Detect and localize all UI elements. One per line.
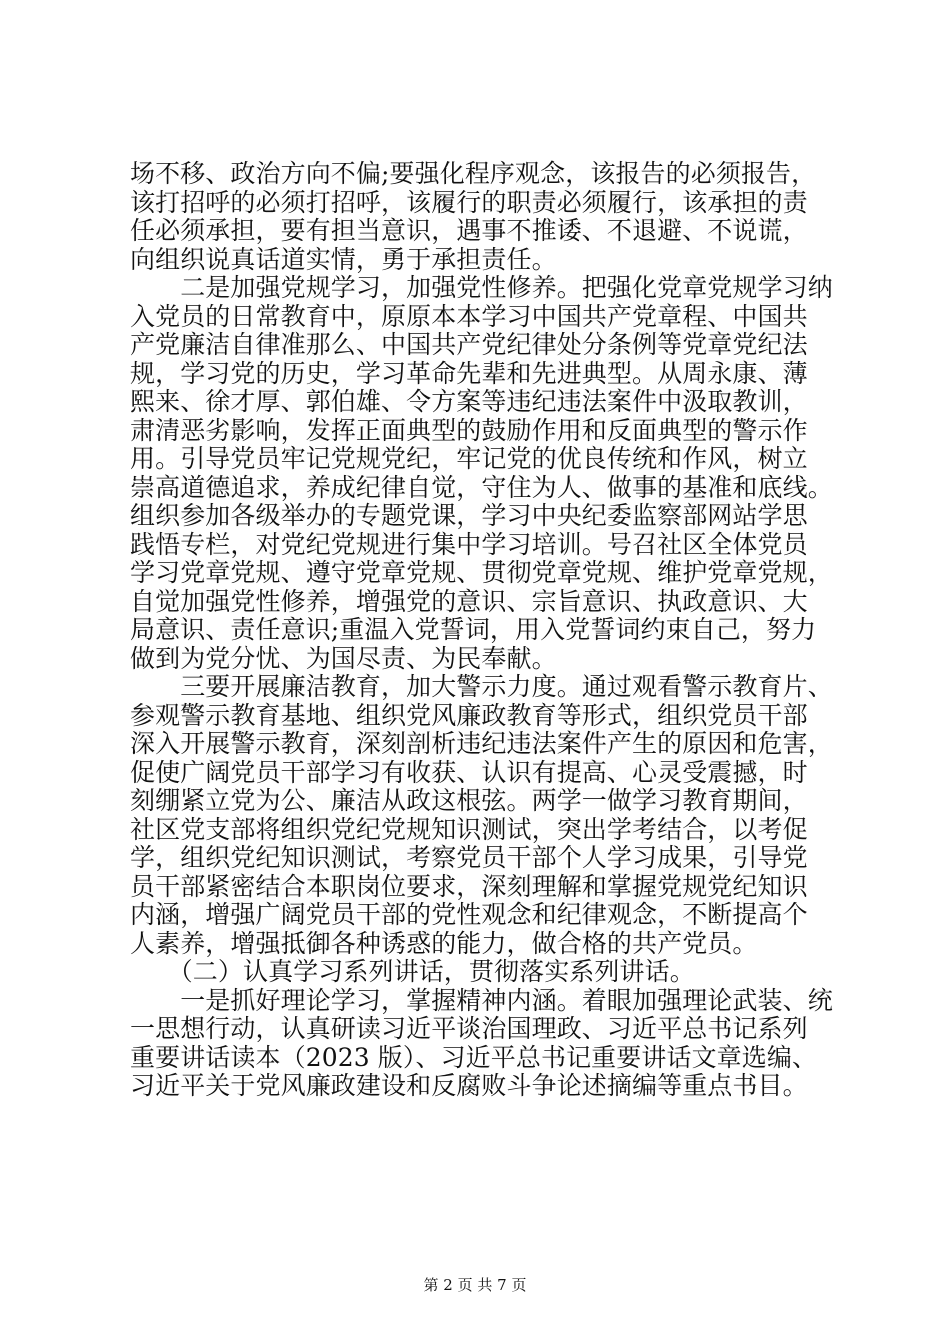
text-line: 场不移、政治方向不偏;要强化程序观念，该报告的必须报告，	[130, 159, 817, 188]
text-line: 肃清恶劣影响，发挥正面典型的鼓励作用和反面典型的警示作	[130, 415, 808, 445]
text-line: 该打招呼的必须打招呼，该履行的职责必须履行，该承担的责	[130, 187, 808, 217]
text-line: 参观警示教育基地、组织党风廉政教育等形式，组织党员干部	[130, 700, 808, 730]
text-line: 规，学习党的历史，学习革命先辈和先进典型。从周永康、薄	[130, 358, 808, 388]
text-line: 习近平关于党风廉政建设和反腐败斗争论述摘编等重点书目。	[130, 1071, 808, 1100]
text-line: 学，组织党纪知识测试，考察党员干部个人学习成果，引导党	[130, 843, 808, 872]
text-line: 刻绷紧立党为公、廉洁从政这根弦。两学一做学习教育期间，	[130, 786, 808, 815]
text-line: 做到为党分忧、为国尽责、为民奉献。	[130, 643, 557, 673]
text-line: 二是加强党规学习，加强党性修养。把强化党章党规学习纳	[130, 273, 833, 302]
text-line: 崇高道德追求，养成纪律自觉，守住为人、做事的基准和底线。	[130, 472, 833, 502]
text-line: 员干部紧密结合本职岗位要求，深刻理解和掌握党规党纪知识	[130, 871, 808, 901]
text-line: （二）认真学习系列讲话，贯彻落实系列讲话。	[130, 957, 695, 986]
text-line: 践悟专栏，对党纪党规进行集中学习培训。号召社区全体党员	[130, 529, 808, 559]
text-line: 组织参加各级举办的专题党课，学习中央纪委监察部网站学思	[130, 501, 808, 530]
text-line: 学习党章党规、遵守党章党规、贯彻党章党规、维护党章党规，	[130, 558, 833, 587]
text-line: 三要开展廉洁教育，加大警示力度。通过观看警示教育片、	[130, 672, 833, 701]
text-line: 一思想行动，认真研读习近平谈治国理政、习近平总书记系列	[130, 1014, 808, 1043]
body-text	[130, 159, 833, 1101]
text-line: 自觉加强党性修养，增强党的意识、宗旨意识、执政意识、大	[130, 586, 808, 616]
text-line: 任必须承担，要有担当意识，遇事不推诿、不退避、不说谎，	[130, 216, 808, 245]
text-line: 用。引导党员牢记党规党纪，牢记党的优良传统和作风，树立	[130, 444, 808, 473]
text-line: 深入开展警示教育，深刻剖析违纪违法案件产生的原因和危害，	[130, 729, 833, 758]
text-line: 一是抓好理论学习，掌握精神内涵。着眼加强理论武装、统	[130, 985, 833, 1015]
page-footer: 第 2 页 共 7 页	[423, 1276, 527, 1294]
text-line: 产党廉洁自律准那么、中国共产党纪律处分条例等党章党纪法	[130, 330, 808, 359]
text-line: 向组织说真话道实情，勇于承担责任。	[130, 244, 557, 274]
text-line: 入党员的日常教育中，原原本本学习中国共产党章程、中国共	[130, 301, 808, 331]
text-line: 社区党支部将组织党纪党规知识测试，突出学考结合，以考促	[130, 814, 808, 844]
text-line: 促使广阔党员干部学习有收获、认识有提高、心灵受震撼，时	[130, 757, 808, 787]
text-line: 重要讲话读本（2023 版）、习近平总书记重要讲话文章选编、	[130, 1042, 818, 1072]
text-line: 内涵，增强广阔党员干部的党性观念和纪律观念，不断提高个	[130, 900, 808, 929]
text-line: 局意识、责任意识;重温入党誓词，用入党誓词约束自己，努力	[130, 615, 817, 644]
text-line: 熙来、徐才厚、郭伯雄、令方案等违纪违法案件中汲取教训，	[130, 387, 808, 416]
text-line: 人素养，增强抵御各种诱惑的能力，做合格的共产党员。	[130, 928, 758, 958]
